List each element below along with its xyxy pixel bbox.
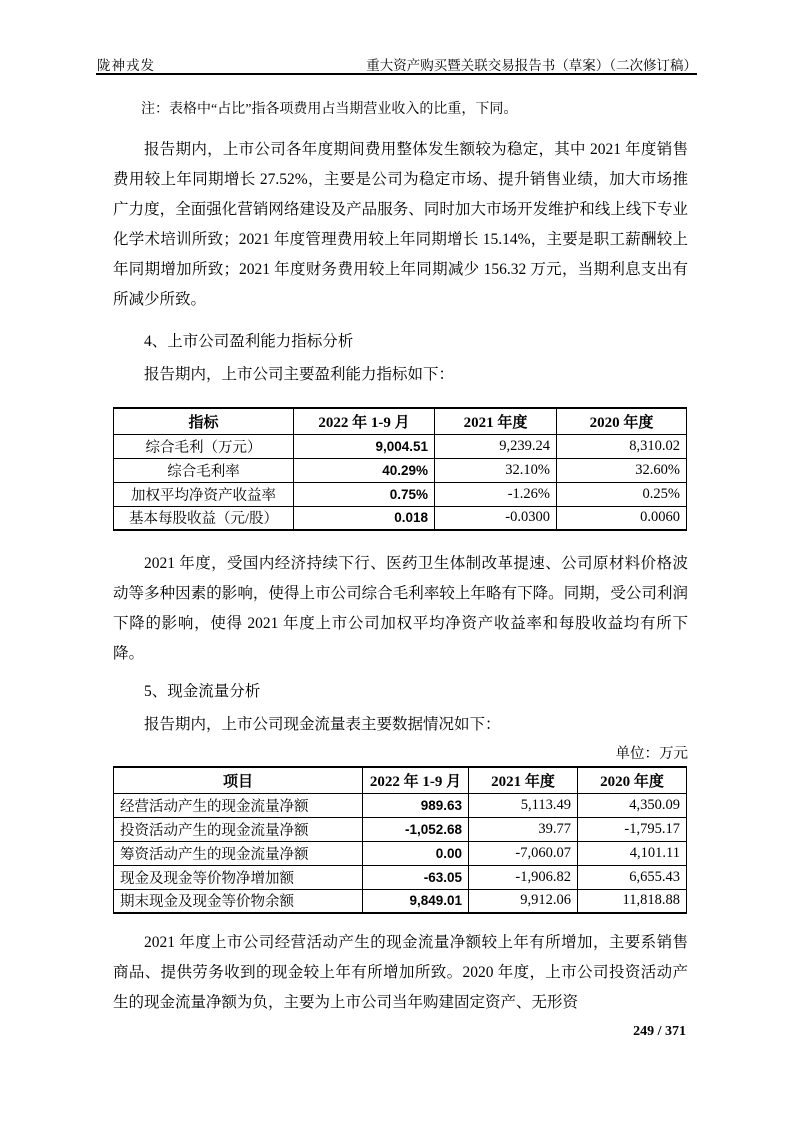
table-cell: 0.25% — [557, 482, 687, 506]
table-cell: 加权平均净资产收益率 — [114, 482, 294, 506]
table-cell: 综合毛利率 — [114, 458, 294, 482]
table-cell: -1,052.68 — [363, 817, 469, 841]
table-cell: -1,795.17 — [578, 817, 687, 841]
col-header-2020: 2020 年度 — [557, 408, 687, 434]
heading-section-4: 4、上市公司盈利能力指标分析 — [144, 333, 354, 350]
table-row — [114, 434, 687, 458]
table-cell: 0.75% — [294, 482, 435, 506]
cash-flow-table — [113, 766, 687, 914]
section5-intro: 报告期内，上市公司现金流量表主要数据情况如下： — [144, 716, 501, 733]
table-cell: 4,350.09 — [578, 793, 687, 817]
table-cell: 9,849.01 — [363, 889, 469, 913]
table-cell: 9,912.06 — [469, 889, 578, 913]
heading-section-5: 5、现金流量分析 — [144, 683, 261, 700]
section5-comment: 2021 年度上市公司经营活动产生的现金流量净额较上年有所增加，主要系销售商品、提供劳务收到的现金较上年有所增加所致。2020 年度，上市公司投资活动产生的现金流量净额为负，主要为上市公司当年购建固定资产、无形资 — [113, 934, 688, 1011]
table-cell: 989.63 — [363, 793, 469, 817]
table-row — [114, 889, 687, 913]
table-cell: 9,239.24 — [435, 434, 557, 458]
table-header-row — [114, 767, 687, 793]
table-cell: 投资活动产生的现金流量净额 — [114, 817, 363, 841]
table-cell: 4,101.11 — [578, 841, 687, 865]
table-row — [114, 482, 687, 506]
table-row — [114, 506, 687, 530]
table-note: 注：表格中“占比”指各项费用占当期营业收入的比重，下同。 — [141, 102, 518, 117]
table-row — [114, 793, 687, 817]
table-cell: -1.26% — [435, 482, 557, 506]
page-number: 249 / 371 — [633, 1024, 686, 1039]
table-row — [114, 458, 687, 482]
table-cell: 0.0060 — [557, 506, 687, 530]
col-header-2020: 2020 年度 — [578, 767, 687, 793]
col-header-2021: 2021 年度 — [435, 408, 557, 434]
table-cell: -1,906.82 — [469, 865, 578, 889]
table-row — [114, 817, 687, 841]
profitability-table — [113, 407, 687, 531]
table-cell: 筹资活动产生的现金流量净额 — [114, 841, 363, 865]
table-cell: -7,060.07 — [469, 841, 578, 865]
table-cell: 39.77 — [469, 817, 578, 841]
table-cell: 32.10% — [435, 458, 557, 482]
table-row — [114, 865, 687, 889]
col-header-item: 项目 — [114, 767, 363, 793]
table-cell: 0.018 — [294, 506, 435, 530]
col-header-indicator: 指标 — [114, 408, 294, 434]
table-cell: 5,113.49 — [469, 793, 578, 817]
table-cell: 8,310.02 — [557, 434, 687, 458]
header-report-title: 重大资产购买暨关联交易报告书（草案）（二次修订稿） — [366, 58, 697, 73]
table-cell: -63.05 — [363, 865, 469, 889]
table-cell: 基本每股收益（元/股） — [114, 506, 294, 530]
table-cell: 经营活动产生的现金流量净额 — [114, 793, 363, 817]
table-cell: 6,655.43 — [578, 865, 687, 889]
page-body — [113, 95, 688, 1018]
table-cell: 11,818.88 — [578, 889, 687, 913]
table-header-row — [114, 408, 687, 434]
table-cell: 现金及现金等价物净增加额 — [114, 865, 363, 889]
paragraph-expense-analysis: 报告期内，上市公司各年度期间费用整体发生额较为稳定，其中 2021 年度销售费用较上年同期增长 27.52%，主要是公司为稳定市场、提升销售业绩，加大市场推广力度，全面强化营销网络建设及产品服务、同时加大市场开发维护和线上线下专业化学术培训所致；2021 年度管理费用较上年同期增长 15.14%，主要是职工薪酬较上年同期增加所致；2021 年度财务费用较上年同期减少 156.32 万元，当期利息支出有所减少所致。 — [113, 141, 688, 308]
col-header-2022: 2022 年 1-9 月 — [363, 767, 469, 793]
table-cell: 32.60% — [557, 458, 687, 482]
table-cell: 期末现金及现金等价物余额 — [114, 889, 363, 913]
table-cell: 9,004.51 — [294, 434, 435, 458]
unit-label: 单位：万元 — [615, 746, 688, 762]
section4-comment: 2021 年度，受国内经济持续下行、医药卫生体制改革提速、公司原材料价格波动等多种因素的影响，使得上市公司综合毛利率较上年略有下降。同期，受公司利润下降的影响，使得 2021 年度上市公司加权平均净资产收益率和每股收益均有所下降。 — [113, 555, 688, 662]
header-company-name: 陇神戎发 — [97, 58, 155, 73]
section4-intro: 报告期内，上市公司主要盈利能力指标如下： — [144, 366, 455, 383]
header-rule — [96, 73, 697, 75]
table-cell: 40.29% — [294, 458, 435, 482]
col-header-2021: 2021 年度 — [469, 767, 578, 793]
table-cell: 综合毛利（万元） — [114, 434, 294, 458]
table-cell: -0.0300 — [435, 506, 557, 530]
col-header-2022: 2022 年 1-9 月 — [294, 408, 435, 434]
table-row — [114, 841, 687, 865]
table-cell: 0.00 — [363, 841, 469, 865]
